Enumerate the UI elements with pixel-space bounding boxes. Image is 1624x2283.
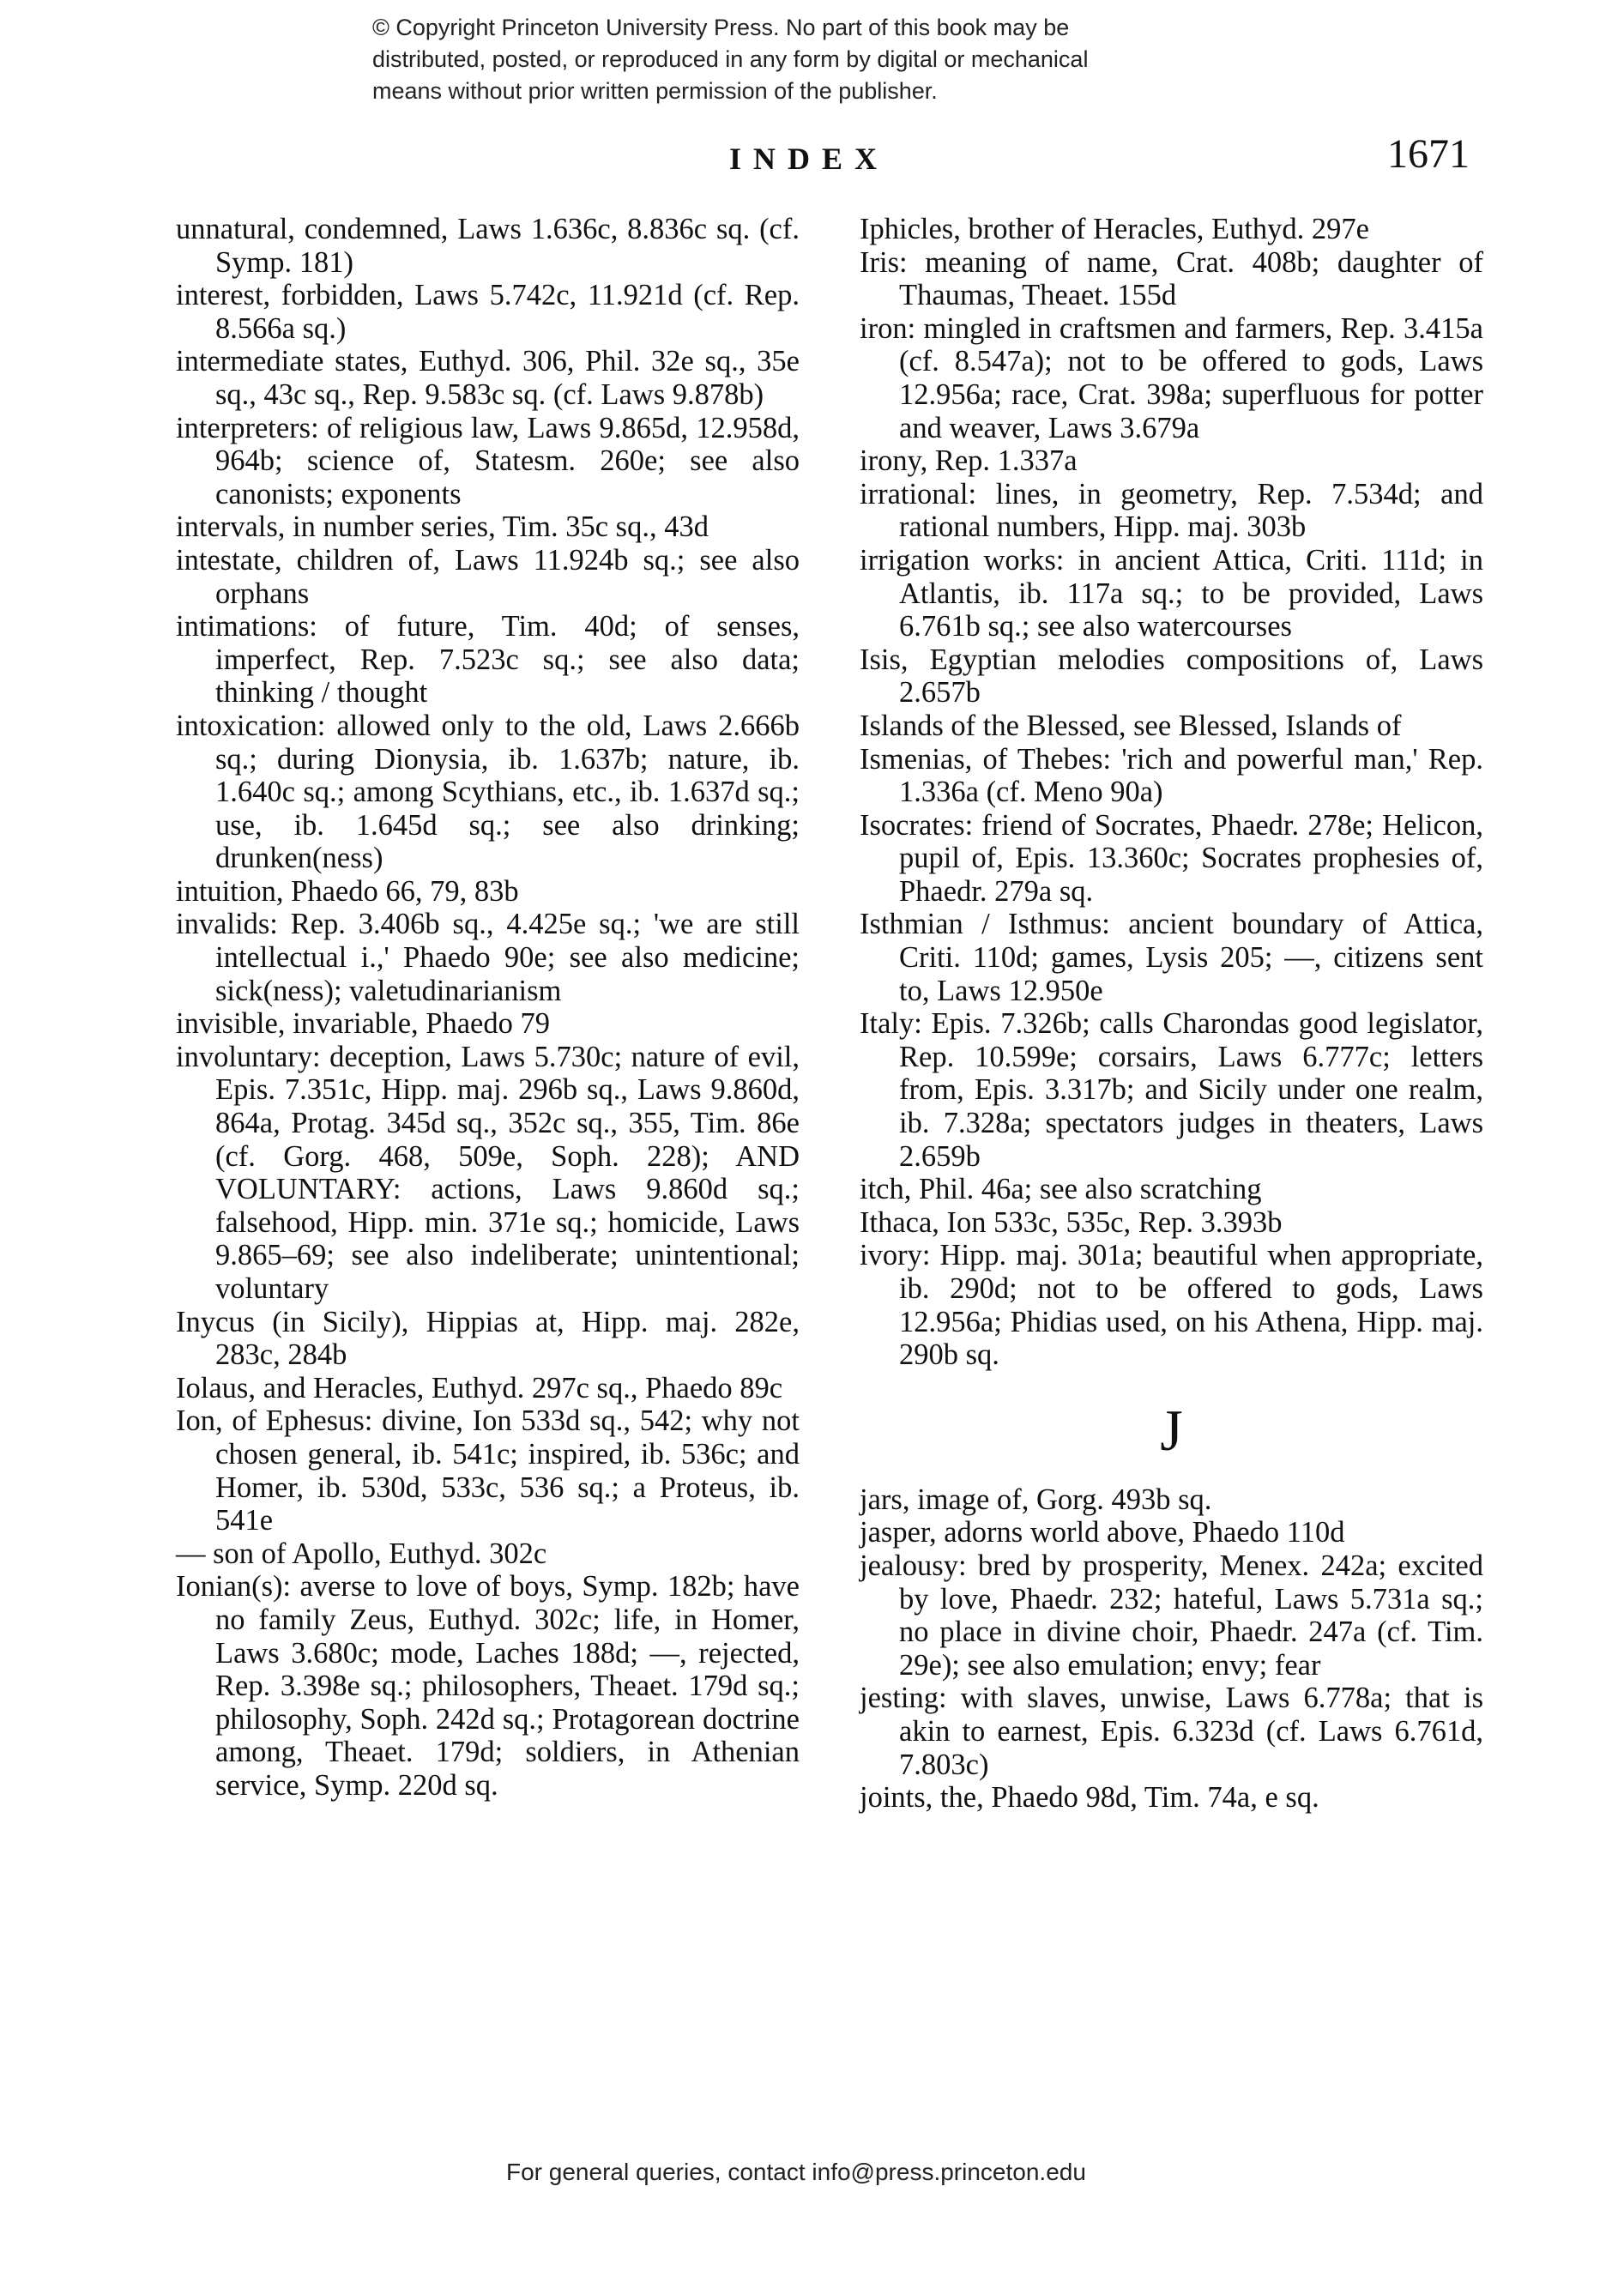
index-entry: itch, Phil. 46a; see also scratching bbox=[860, 1173, 1262, 1206]
index-entry: unnatural, condemned, Laws 1.636c, 8.836c sq. (cf. Symp. 181) bbox=[176, 213, 800, 279]
index-entry: Ithaca, Ion 533c, 535c, Rep. 3.393b bbox=[860, 1205, 1283, 1239]
section-letter: J bbox=[1160, 1397, 1183, 1463]
footer-contact: For general queries, contact info@press.princeton.edu bbox=[506, 2159, 1086, 2185]
index-entry: Isocrates: friend of Socrates, Phaedr. 278e; Helicon, pupil of, Epis. 13.360c; Socrates prophesies of, Phaedr. 279a sq. bbox=[860, 808, 1483, 908]
index-entry: joints, the, Phaedo 98d, Tim. 74a, e sq. bbox=[860, 1781, 1319, 1815]
page-number: 1671 bbox=[1387, 131, 1470, 177]
index-entry: Ismenias, of Thebes: 'rich and powerful man,' Rep. 1.336a (cf. Meno 90a) bbox=[860, 742, 1483, 809]
index-entry: irony, Rep. 1.337a bbox=[860, 444, 1078, 478]
index-entry: intervals, in number series, Tim. 35c sq., 43d bbox=[176, 510, 709, 544]
index-entry: Italy: Epis. 7.326b; calls Charondas good legislator, Rep. 10.599e; corsairs, Laws 6.777c; letters from, Epis. 3.317b; and Sicily under one realm, ib. 7.328a; spectators judges in theaters, Laws 2.659b bbox=[860, 1007, 1483, 1173]
index-entry: Inycus (in Sicily), Hippias at, Hipp. maj. 282e, 283c, 284b bbox=[176, 1305, 800, 1372]
index-entry: irrational: lines, in geometry, Rep. 7.534d; and rational numbers, Hipp. maj. 303b bbox=[860, 477, 1483, 544]
copyright-line: distributed, posted, or reproduced in any form by digital or mechanical bbox=[372, 46, 1089, 72]
index-entry: jasper, adorns world above, Phaedo 110d bbox=[860, 1516, 1345, 1549]
index-entry: jars, image of, Gorg. 493b sq. bbox=[860, 1483, 1212, 1516]
index-entry: intestate, children of, Laws 11.924b sq.; see also orphans bbox=[176, 543, 800, 610]
index-entry: interest, forbidden, Laws 5.742c, 11.921d (cf. Rep. 8.566a sq.) bbox=[176, 279, 800, 345]
right-column bbox=[860, 213, 1483, 1815]
index-entry: jesting: with slaves, unwise, Laws 6.778a; that is akin to earnest, Epis. 6.323d (cf. Laws 6.761d, 7.803c) bbox=[860, 1682, 1483, 1781]
index-entry: irrigation works: in ancient Attica, Criti. 111d; in Atlantis, ib. 117a sq.; to be provided, Laws 6.761b sq.; see also watercourses bbox=[860, 543, 1483, 643]
index-entry: Ion, of Ephesus: divine, Ion 533d sq., 542; why not chosen general, ib. 541c; inspired, ib. 536c; and Homer, ib. 530d, 533c, 536 sq.; a Proteus, ib. 541e bbox=[176, 1404, 800, 1537]
copyright-line: means without prior written permission of the publisher. bbox=[372, 78, 938, 104]
index-entry: invalids: Rep. 3.406b sq., 4.425e sq.; 'we are still intellectual i.,' Phaedo 90e; see also medicine; sick(ness); valetudinarianism bbox=[176, 908, 800, 1007]
index-entry: Iphicles, brother of Heracles, Euthyd. 297e bbox=[860, 213, 1369, 245]
index-entry: Isthmian / Isthmus: ancient boundary of Attica, Criti. 110d; games, Lysis 205; —, citizens sent to, Laws 12.950e bbox=[860, 908, 1483, 1007]
left-column bbox=[176, 213, 800, 1803]
index-entry: intermediate states, Euthyd. 306, Phil. 32e sq., 35e sq., 43c sq., Rep. 9.583c sq. (cf. Laws 9.878b) bbox=[176, 345, 800, 411]
index-entry: — son of Apollo, Euthyd. 302c bbox=[176, 1537, 547, 1570]
running-title: INDEX bbox=[729, 142, 890, 176]
index-entry: invisible, invariable, Phaedo 79 bbox=[176, 1007, 550, 1041]
copyright-notice bbox=[372, 12, 1196, 107]
copyright-line: © Copyright Princeton University Press. No part of this book may be bbox=[372, 15, 1070, 40]
index-entry: jealousy: bred by prosperity, Menex. 242a; excited by love, Phaedr. 232; hateful, Laws 5.731a sq.; no place in divine choir, Phaedr. 247a (cf. Tim. 29e); see also emulation; envy; fear bbox=[860, 1549, 1483, 1682]
index-entry: Iris: meaning of name, Crat. 408b; daughter of Thaumas, Theaet. 155d bbox=[860, 245, 1483, 312]
index-entry: Ionian(s): averse to love of boys, Symp. 182b; have no family Zeus, Euthyd. 302c; life, in Homer, Laws 3.680c; mode, Laches 188d; —, rejected, Rep. 3.398e sq.; philosophers, Theaet. 179d sq.; philosophy, Soph. 242d sq.; Protagorean doctrine among, Theaet. 179d; soldiers, in Athenian service, Symp. 220d sq. bbox=[176, 1570, 800, 1802]
index-entry: Iolaus, and Heracles, Euthyd. 297c sq., Phaedo 89c bbox=[176, 1371, 783, 1404]
index-entry: intoxication: allowed only to the old, Laws 2.666b sq.; during Dionysia, ib. 1.637b; nature, ib. 1.640c sq.; among Scythians, etc., ib. 1.637d sq.; use, ib. 1.645d sq.; see also drinking; drunken(ness) bbox=[176, 709, 800, 875]
index-entry: Islands of the Blessed, see Blessed, Islands of bbox=[860, 709, 1402, 742]
index-entry: intuition, Phaedo 66, 79, 83b bbox=[176, 874, 519, 908]
index-entry: ivory: Hipp. maj. 301a; beautiful when appropriate, ib. 290d; not to be offered to gods, Laws 12.956a; Phidias used, on his Athena, Hipp. maj. 290b sq. bbox=[860, 1239, 1483, 1372]
index-entry: Isis, Egyptian melodies compositions of, Laws 2.657b bbox=[860, 643, 1483, 710]
index-entry: intimations: of future, Tim. 40d; of senses, imperfect, Rep. 7.523c sq.; see also data; thinking / thought bbox=[176, 610, 800, 710]
index-entry: interpreters: of religious law, Laws 9.865d, 12.958d, 964b; science of, Statesm. 260e; see also canonists; exponents bbox=[176, 411, 800, 510]
index-entry: involuntary: deception, Laws 5.730c; nature of evil, Epis. 7.351c, Hipp. maj. 296b sq., Laws 9.860d, 864a, Protag. 345d sq., 352c sq., 355, Tim. 86e (cf. Gorg. 468, 509e, Soph. 228); AND VOLUNTARY: actions, Laws 9.860d sq.; falsehood, Hipp. min. 371e sq.; homicide, Laws 9.865–69; see also indeliberate; unintentional; voluntary bbox=[176, 1040, 800, 1305]
index-entry: iron: mingled in craftsmen and farmers, Rep. 3.415a (cf. 8.547a); not to be offered to gods, Laws 12.956a; race, Crat. 398a; superfluous for potter and weaver, Laws 3.679a bbox=[860, 311, 1483, 444]
